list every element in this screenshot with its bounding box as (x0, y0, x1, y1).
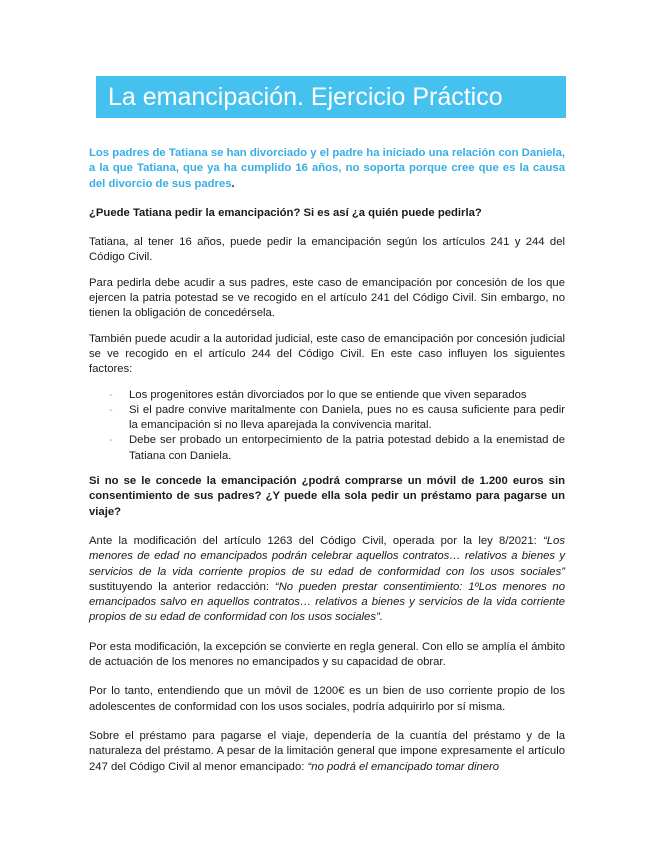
answer-1-paragraph-2: Para pedirla debe acudir a sus padres, este caso de emancipación por concesión de los que ejercen la patria potestad se ve recogido en el artículo 241 del Código Civil. Sin embargo, no tienen la obligación de concedérsela. (89, 276, 565, 320)
answer-2-p1-middle: sustituyendo la anterior redacción: (89, 580, 275, 593)
answer-2-paragraph-1 (89, 534, 565, 626)
intro-period: . (231, 177, 235, 190)
answer-2-paragraph-2: Por esta modificación, la excepción se convierte en regla general. Con ello se amplía el ámbito de actuación de los menores no emancipados y su capacidad de obrar. (89, 640, 565, 669)
document-body (89, 146, 565, 775)
factor-item: - Debe ser probado un entorpecimiento de la patria potestad debido a la enemistad de Tatiana con Daniela. (89, 433, 565, 464)
intro-paragraph (89, 146, 565, 192)
answer-2-p4-quote: “no podrá el emancipado tomar dinero (307, 760, 500, 773)
factors-list (89, 388, 565, 464)
factor-item: - Los progenitores están divorciados por lo que se entiende que viven separados (89, 388, 565, 403)
answer-2-quote-new: “Los menores de edad no emancipados podrán celebrar aquellos contratos… relativos a bienes y servicios de la vida corriente propios de su edad de conformidad con los usos sociales” (89, 534, 565, 578)
question-2: Si no se le concede la emancipación ¿podrá comprarse un móvil de 1.200 euros sin consentimiento de sus padres? ¿Y puede ella sola pedir un préstamo para pagarse un viaje? (89, 475, 565, 518)
question-1: ¿Puede Tatiana pedir la emancipación? Si es así ¿a quién puede pedirla? (89, 206, 482, 219)
page-title: La emancipación. Ejercicio Práctico (96, 76, 566, 118)
answer-1-paragraph-3: También puede acudir a la autoridad judicial, este caso de emancipación por concesión judicial se ve recogido en el artículo 244 del Código Civil. En este caso influyen los siguientes factores: (89, 332, 565, 376)
intro-text: Los padres de Tatiana se han divorciado y el padre ha iniciado una relación con Daniela, a la que Tatiana, que ya ha cumplido 16 años, no soporta porque cree que es la causa del divorcio de sus padres (89, 147, 565, 190)
answer-2-quote-old: “No pueden prestar consentimiento: 1ºLos menores no emancipados salvo en aquellos contratos… relativos a bienes y servicios de la vida corriente propios de su edad de conformidad con los usos sociales”. (89, 580, 565, 624)
answer-2-paragraph-4 (89, 729, 565, 775)
answer-2-paragraph-3: Por lo tanto, entendiendo que un móvil de 1200€ es un bien de uso corriente propio de los adolescentes de conformidad con los usos sociales, podría adquirirlo por sí misma. (89, 685, 565, 713)
factor-item: - Si el padre convive maritalmente con Daniela, pues no es causa suficiente para pedir la emancipación si no lleva aparejada la convivencia marital. (89, 403, 565, 434)
answer-1-paragraph-1: Tatiana, al tener 16 años, puede pedir la emancipación según los artículos 241 y 244 del Código Civil. (89, 236, 565, 264)
answer-2-p1-intro: Ante la modificación del artículo 1263 del Código Civil, operada por la ley 8/2021: (89, 534, 544, 547)
answer-2-p4-text: Sobre el préstamo para pagarse el viaje, dependería de la cuantía del préstamo y de la naturaleza del préstamo. A pesar de la limitación general que impone expresamente el artículo 247 del Código Civil al menor emancipado: (89, 729, 565, 773)
